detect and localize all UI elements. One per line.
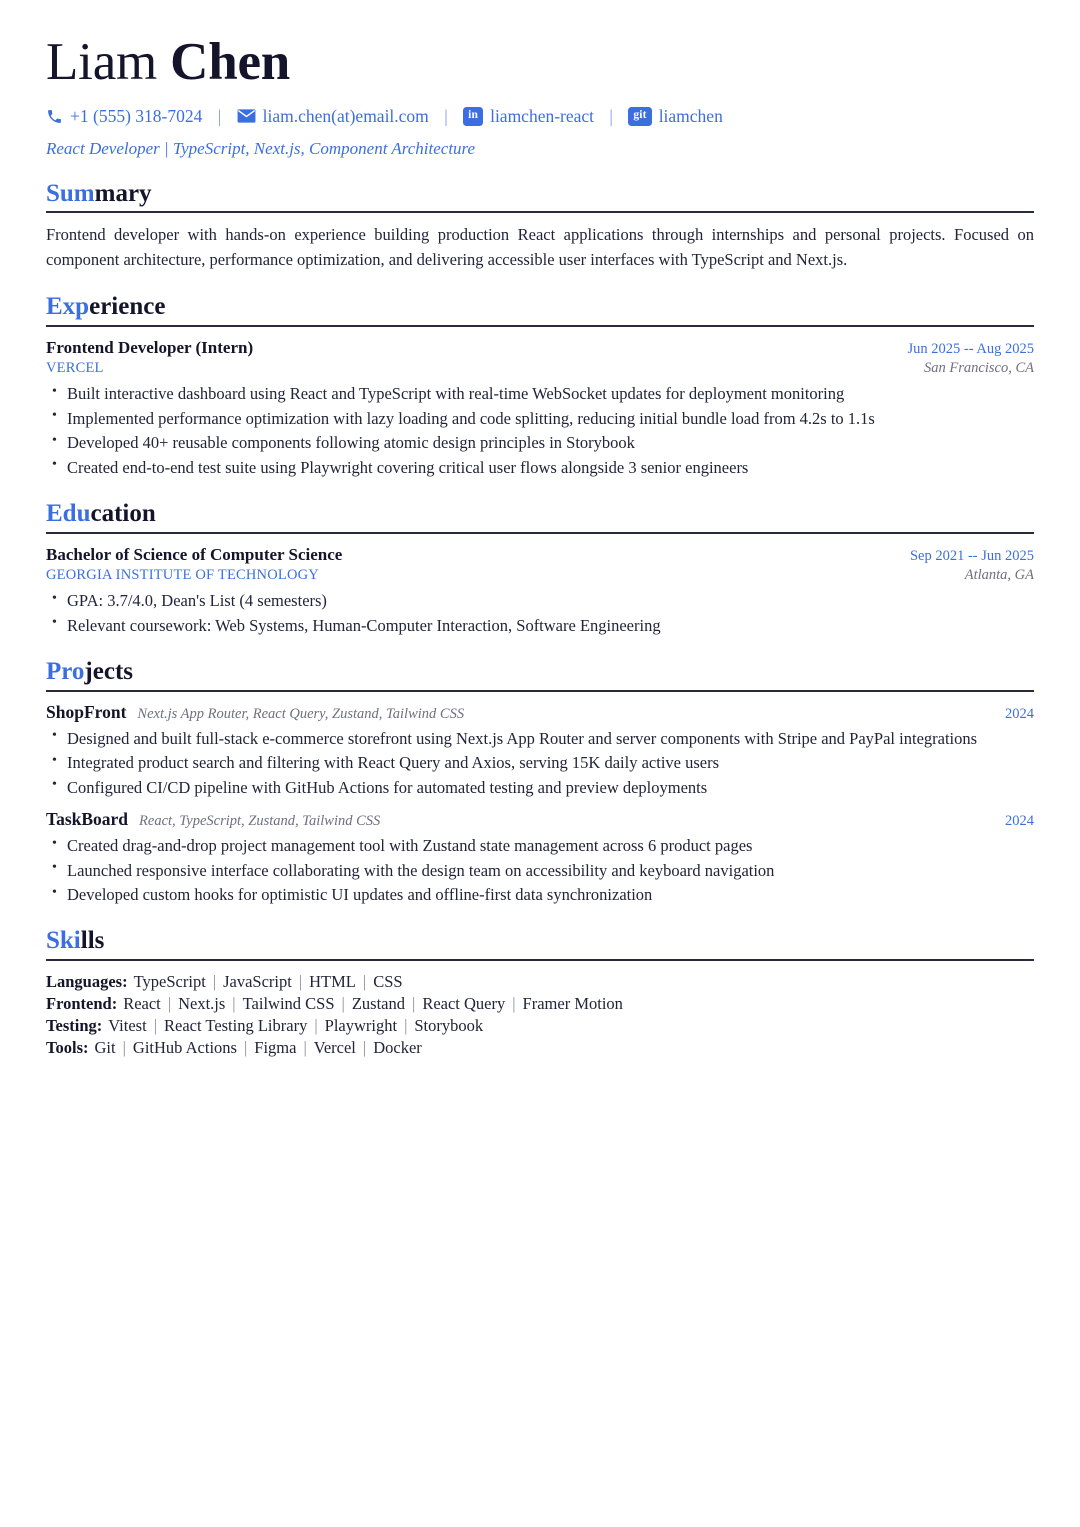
skill-separator: | [303, 1038, 307, 1058]
skill-separator: | [341, 994, 345, 1014]
contact-github[interactable] [628, 105, 723, 128]
project-title-group [46, 702, 464, 723]
skill-separator: | [153, 1016, 157, 1036]
contact-linkedin[interactable] [463, 105, 594, 128]
skill-item: Vitest [108, 1016, 147, 1036]
skill-item: GitHub Actions [132, 1038, 237, 1058]
skill-item: React [123, 994, 161, 1014]
project-entry [46, 809, 1034, 906]
section-title-education [46, 500, 1034, 529]
skill-item: React Testing Library [164, 1016, 308, 1036]
entry-subheader-row [46, 566, 1034, 586]
skill-category: Languages: [46, 972, 128, 992]
github-value: liamchen [658, 105, 723, 126]
skill-item: Docker [373, 1038, 422, 1058]
skill-separator: | [212, 972, 217, 992]
skill-item: JavaScript [223, 972, 292, 992]
summary-text: Frontend developer with hands-on experience building production React applications through internships and personal projects. Focused on component architecture, performance optimization, and delivering accessible user interfaces with TypeScript and Next.js. [46, 225, 1034, 269]
skill-items [134, 972, 403, 991]
project-bullets [46, 834, 1034, 906]
job-title: Frontend Developer (Intern) [46, 337, 254, 357]
linkedin-icon: in [463, 107, 483, 126]
section-title-experience [46, 293, 1034, 322]
section-rule [46, 211, 1034, 213]
section-title-rest: mary [94, 179, 152, 207]
project-title-group [46, 809, 380, 830]
skill-items [108, 1016, 483, 1035]
project-entry [46, 702, 1034, 799]
list-item: • Created drag-and-drop project management tool with Zustand state management across 6 product pages [46, 834, 1034, 857]
skills-list [46, 971, 1034, 1059]
resume-header [46, 34, 1034, 159]
skill-separator: | [232, 994, 236, 1014]
list-item: • Implemented performance optimization with lazy loading and code splitting, reducing initial bundle load from 4.2s to 1.1s [46, 407, 1034, 430]
section-rule [46, 959, 1034, 961]
skill-separator: | [412, 994, 416, 1014]
project-name: TaskBoard [46, 809, 129, 830]
skill-separator: | [122, 1038, 126, 1058]
section-rule [46, 690, 1034, 692]
skill-item: Vercel [313, 1038, 356, 1058]
skill-item: Storybook [414, 1016, 484, 1036]
list-item: • Designed and built full-stack e-commerce storefront using Next.js App Router and server components with Stripe and PayPal integrations [46, 727, 1034, 750]
job-organization: VERCEL [46, 359, 104, 376]
candidate-name [46, 34, 1034, 91]
skill-item: Figma [254, 1038, 297, 1058]
skill-item: TypeScript [133, 972, 206, 992]
section-rule [46, 325, 1034, 327]
contact-phone[interactable] [46, 105, 202, 128]
project-year: 2024 [1005, 813, 1034, 830]
job-bullets [46, 382, 1034, 479]
list-item: • Built interactive dashboard using React and TypeScript with real-time WebSocket updates for deployment monitoring [46, 382, 1034, 405]
list-item: • Integrated product search and filtering with React Query and Axios, serving 15K daily active users [46, 751, 1034, 774]
project-stack: Next.js App Router, React Query, Zustand, Tailwind CSS [137, 705, 465, 722]
skill-item: Next.js [178, 994, 226, 1014]
linkedin-value: liamchen-react [490, 105, 595, 126]
entry-header-row [46, 544, 1034, 566]
education-entry [46, 544, 1034, 638]
last-name: Chen [170, 33, 291, 91]
skill-separator: | [362, 972, 367, 992]
list-item: • Developed custom hooks for optimistic UI updates and offline-first data synchronization [46, 883, 1034, 906]
skill-item: React Query [422, 994, 506, 1014]
contact-separator: | [217, 105, 222, 126]
section-title-rest: erience [89, 292, 166, 320]
skill-item: CSS [373, 972, 403, 992]
section-title-highlight: Sum [46, 179, 95, 207]
section-summary [46, 180, 1034, 272]
skill-row [46, 1037, 1034, 1059]
skill-separator: | [314, 1016, 318, 1036]
section-title-summary [46, 180, 1034, 209]
skill-item: Playwright [324, 1016, 398, 1036]
contact-separator: | [609, 105, 613, 126]
section-title-highlight: Ski [46, 927, 81, 955]
section-skills [46, 927, 1034, 1059]
skill-separator: | [243, 1038, 248, 1058]
envelope-icon [237, 109, 256, 123]
project-stack: React, TypeScript, Zustand, Tailwind CSS [139, 813, 381, 830]
list-item: • Configured CI/CD pipeline with GitHub Actions for automated testing and preview deployments [46, 776, 1034, 799]
phone-icon [46, 108, 63, 125]
section-education [46, 500, 1034, 637]
experience-entry [46, 337, 1034, 479]
skill-items [95, 1038, 422, 1057]
job-date: Jun 2025 -- Aug 2025 [907, 340, 1034, 357]
section-title-highlight: Exp [46, 292, 90, 320]
skill-category: Frontend: [46, 994, 118, 1014]
phone-value: +1 (555) 318-7024 [70, 105, 203, 126]
email-value: liam.chen(at)email.com [262, 105, 429, 126]
section-title-skills [46, 927, 1034, 956]
section-experience [46, 293, 1034, 479]
section-title-rest: jects [84, 658, 133, 686]
skill-item: Framer Motion [522, 994, 623, 1014]
degree-title: Bachelor of Science of Computer Science [46, 544, 343, 564]
skill-separator: | [298, 972, 303, 992]
section-title-projects [46, 658, 1034, 687]
skill-separator: | [167, 994, 172, 1014]
school-location: Atlanta, GA [964, 566, 1034, 583]
list-item: • Launched responsive interface collaborating with the design team on accessibility and keyboard navigation [46, 859, 1034, 882]
contact-line [46, 103, 1034, 127]
skill-separator: | [362, 1038, 367, 1058]
entry-subheader-row [46, 359, 1034, 379]
degree-date: Sep 2021 -- Jun 2025 [909, 547, 1034, 564]
education-bullets [46, 589, 1034, 637]
section-title-rest: cation [90, 499, 156, 527]
list-item: • Relevant coursework: Web Systems, Human-Computer Interaction, Software Engineering [46, 614, 1034, 637]
section-title-highlight: Pro [46, 658, 85, 686]
entry-header-row [46, 337, 1034, 359]
section-rule [46, 532, 1034, 534]
skill-separator: | [404, 1016, 408, 1036]
list-item: • Created end-to-end test suite using Playwright covering critical user flows alongside 3 senior engineers [46, 456, 1034, 479]
skill-row [46, 993, 1034, 1015]
skill-items [123, 994, 623, 1013]
list-item: • GPA: 3.7/4.0, Dean's List (4 semesters) [46, 589, 1034, 612]
github-icon: git [628, 107, 651, 126]
professional-tagline: React Developer | TypeScript, Next.js, Component Architecture [46, 138, 476, 158]
skill-category: Testing: [46, 1016, 103, 1036]
skill-row [46, 1015, 1034, 1037]
job-location: San Francisco, CA [924, 359, 1034, 376]
section-title-highlight: Edu [46, 499, 91, 527]
skill-item: Git [94, 1038, 116, 1058]
skill-category: Tools: [46, 1038, 89, 1058]
contact-email[interactable] [237, 105, 429, 128]
list-item: • Developed 40+ reusable components following atomic design principles in Storybook [46, 431, 1034, 454]
project-bullets [46, 727, 1034, 799]
contact-separator: | [444, 105, 448, 126]
skill-item: HTML [309, 972, 356, 992]
project-name: ShopFront [46, 701, 127, 722]
project-header-row [46, 809, 1034, 830]
school-name: GEORGIA INSTITUTE OF TECHNOLOGY [46, 566, 319, 583]
skill-separator: | [512, 994, 516, 1014]
project-year: 2024 [1005, 705, 1034, 722]
project-header-row [46, 702, 1034, 723]
section-title-rest: lls [80, 927, 105, 955]
section-projects [46, 658, 1034, 906]
skill-row [46, 971, 1034, 993]
skill-item: Zustand [351, 994, 405, 1014]
first-name: Liam [46, 33, 158, 91]
skill-item: Tailwind CSS [242, 994, 335, 1014]
